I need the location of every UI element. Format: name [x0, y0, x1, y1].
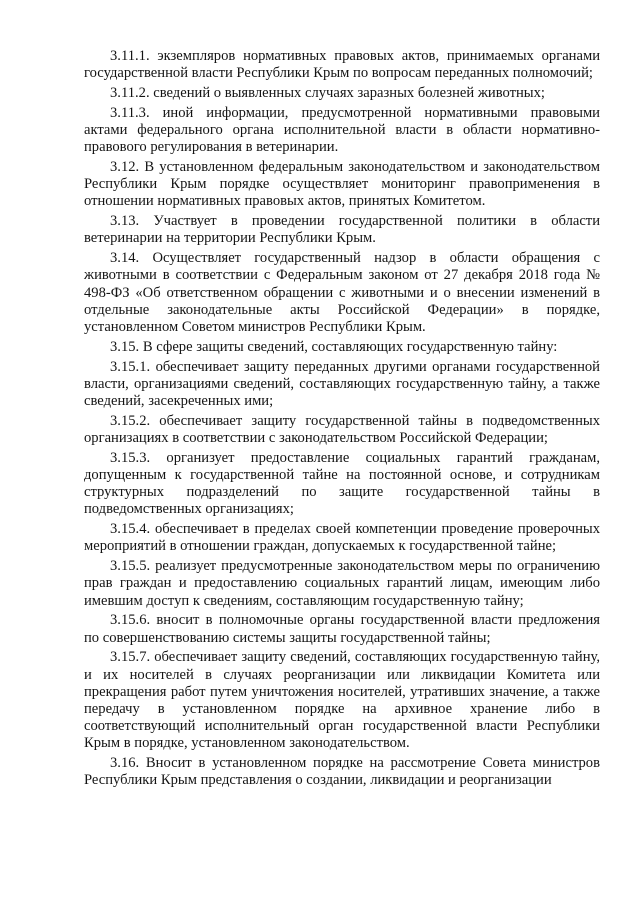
- paragraph-3-15-2: 3.15.2. обеспечивает защиту государственной тайны в подведомственных организациях в соответствии с законодательством Российской Федерации;: [84, 412, 600, 447]
- paragraph-3-15-7: 3.15.7. обеспечивает защиту сведений, составляющих государственную тайну, и их носителей в случаях реорганизации или ликвидации Комитета или прекращения работ путем уничтожения носителей, утративших значение, а также передачу в установленном порядке на архивное хранение либо в соответствующий исполнительный орган государственной власти Республики Крым в порядке, установленном законодательством.: [84, 649, 600, 752]
- paragraph-3-16: 3.16. Вносит в установленном порядке на рассмотрение Совета министров Республики Крым представления о создании, ликвидации и реорганизации: [84, 755, 600, 789]
- paragraph-3-15-5: 3.15.5. реализует предусмотренные законодательством меры по ограничению прав граждан и предоставлению социальных гарантий лицам, имеющим либо имевшим доступ к сведениям, составляющим государственную тайну;: [84, 558, 600, 609]
- paragraph-3-15-3: 3.15.3. организует предоставление социальных гарантий гражданам, допущенным к государственной тайне на постоянной основе, и сотрудникам структурных подразделений по защите государственной тайны в подведомственных организациях;: [84, 449, 600, 518]
- paragraph-3-13: 3.13. Участвует в проведении государственной политики в области ветеринарии на территории Республики Крым.: [84, 213, 600, 247]
- paragraph-3-15-4: 3.15.4. обеспечивает в пределах своей компетенции проведение проверочных мероприятий в отношении граждан, допускаемых к государственной тайне;: [84, 521, 600, 555]
- paragraph-3-11-1: 3.11.1. экземпляров нормативных правовых актов, принимаемых органами государственной власти Республики Крым по вопросам переданных полномочий;: [84, 48, 600, 82]
- paragraph-3-11-2: 3.11.2. сведений о выявленных случаях заразных болезней животных;: [110, 85, 545, 101]
- paragraph-3-15-6: 3.15.6. вносит в полномочные органы государственной власти предложения по совершенствованию системы защиты государственной тайны;: [84, 612, 600, 646]
- paragraph-3-12: 3.12. В установленном федеральным законодательством и законодательством Республики Крым порядке осуществляет мониторинг правоприменения в отношении нормативных правовых актов, принятых Комитетом.: [84, 159, 600, 210]
- document-page: [84, 48, 600, 792]
- paragraph-3-15-1: 3.15.1. обеспечивает защиту переданных другими органами государственной власти, организациями сведений, составляющих государственную тайну, а также сведений, засекреченных ими;: [84, 358, 600, 410]
- paragraph-3-14: 3.14. Осуществляет государственный надзор в области обращения с животными в соответствии с Федеральным законом от 27 декабря 2018 года № 498-ФЗ «Об ответственном обращении с животными и о внесении изменений в отдельные законодательные акты Российской Федерации» в порядке, установленном Советом министров Республики Крым.: [84, 250, 600, 336]
- paragraph-3-11-3: 3.11.3. иной информации, предусмотренной нормативными правовыми актами федерального органа исполнительной власти в области нормативно-правового регулирования в ветеринарии.: [84, 104, 600, 156]
- paragraph-3-15: 3.15. В сфере защиты сведений, составляющих государственную тайну:: [110, 338, 558, 355]
